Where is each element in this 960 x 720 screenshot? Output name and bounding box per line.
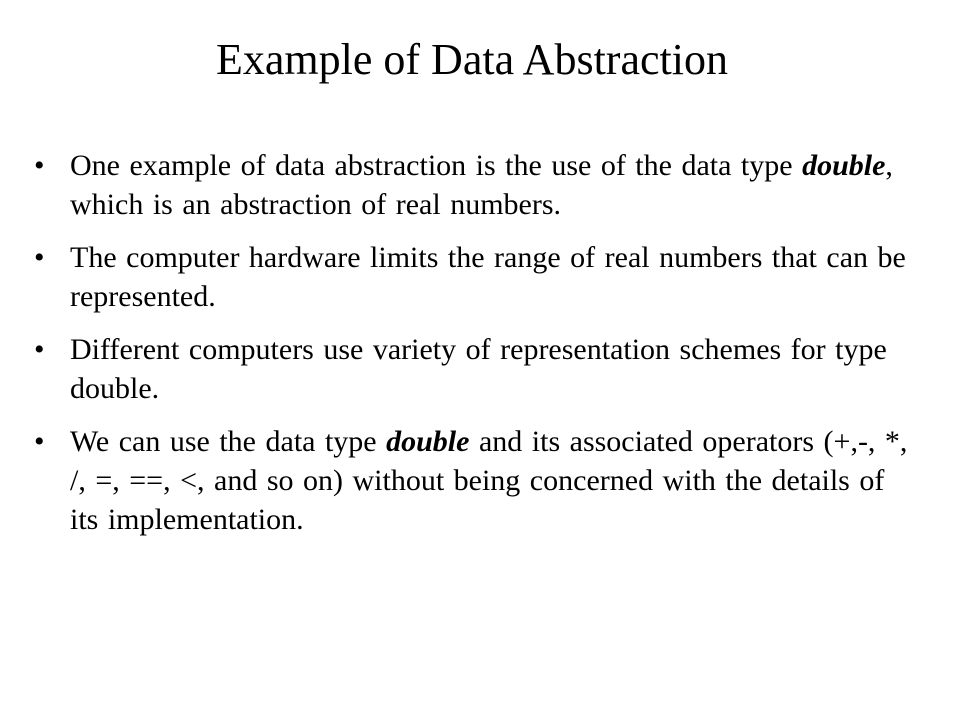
bullet-text-after: , which is an abstraction of real numbers.: [70, 149, 893, 221]
bullet-text: We can use the data type: [70, 425, 387, 458]
bullet-dot-icon: •: [34, 333, 45, 366]
bullet-item: [30, 422, 912, 539]
bullet-dot-icon: •: [34, 149, 45, 182]
bullet-item: [30, 238, 912, 316]
bullet-emphasis: double: [802, 149, 886, 182]
bullet-item: [30, 330, 912, 408]
bullet-text: One example of data abstraction is the use of the data type: [70, 149, 803, 182]
bullet-text-after: and its associated operators (+,-, *, /, =, ==, <, and so on) without being concerned with the details of its implementation.: [70, 425, 908, 536]
bullet-list: [30, 146, 912, 553]
bullet-dot-icon: •: [34, 425, 45, 458]
slide-title: Example of Data Abstraction: [216, 35, 728, 84]
bullet-dot-icon: •: [34, 241, 45, 274]
bullet-text: Different computers use variety of representation schemes for type double.: [70, 333, 887, 405]
bullet-text: The computer hardware limits the range of real numbers that can be represented.: [70, 241, 906, 313]
bullet-item: [30, 146, 912, 224]
bullet-emphasis: double: [386, 425, 470, 458]
